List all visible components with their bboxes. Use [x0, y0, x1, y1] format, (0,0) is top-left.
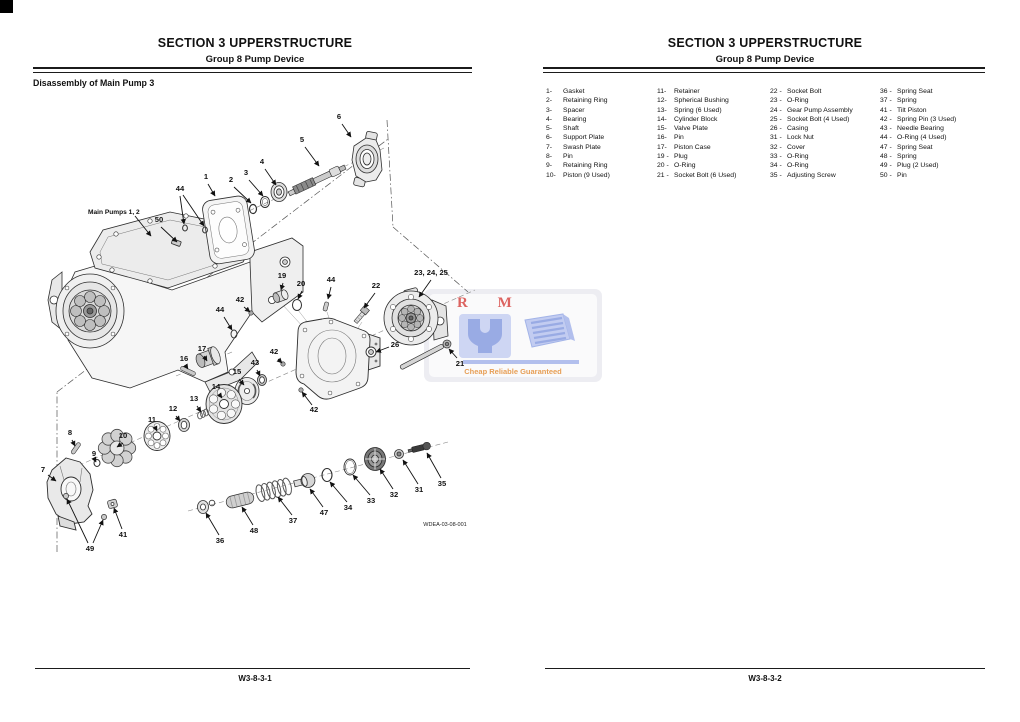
part-row: 5- Shaft [546, 125, 579, 133]
part-row: 10- Piston (9 Used) [546, 171, 610, 179]
part-tilt-piston-41 [107, 499, 118, 509]
part-row: 47 - Spring Seat [880, 143, 933, 151]
part-row: 15- Valve Plate [657, 125, 708, 133]
parts-column-3 [770, 87, 882, 180]
part-row: 11- Retainer [657, 88, 700, 95]
part-row: 42 - Spring Pin (3 Used) [880, 115, 957, 123]
callout-16: 16 [179, 354, 189, 363]
part-row: 21 - Socket Bolt (6 Used) [657, 171, 737, 179]
part-row: 6- Support Plate [546, 134, 605, 142]
callout-43: 43 [250, 358, 260, 367]
part-row: 34 - O-Ring [770, 162, 809, 170]
part-gear-pump-assembly [384, 287, 448, 345]
callout-6: 6 [336, 112, 342, 121]
part-lock-nut-31 [395, 450, 404, 459]
callout-33: 33 [366, 496, 376, 505]
callout-21: 21 [455, 359, 465, 368]
part-row: 33 - O-Ring [770, 153, 809, 161]
part-retainer-11 [144, 422, 170, 451]
part-row: 4- Bearing [546, 115, 587, 123]
watermark-letters: R M [457, 295, 525, 311]
part-cover-32 [365, 448, 386, 471]
part-pin-8 [71, 442, 82, 455]
part-row: 44 - O-Ring (4 Used) [880, 134, 947, 142]
part-row: 37 - Spring [880, 97, 917, 105]
callout-36: 36 [215, 536, 225, 545]
header-rule [543, 67, 985, 73]
callout-8: 8 [67, 428, 73, 437]
callout-41: 41 [118, 530, 128, 539]
callout-13: 13 [189, 394, 199, 403]
group-title: Group 8 Pump Device [715, 54, 815, 65]
part-row: 2- Retaining Ring [546, 97, 608, 105]
part-bearing-4 [271, 183, 287, 202]
callout-11: 11 [147, 415, 157, 424]
callout-23-24-25: 23, 24, 25 [414, 268, 448, 277]
callout-17: 17 [197, 344, 207, 353]
callout-47: 47 [319, 508, 329, 517]
part-row: 36 - Spring Seat [880, 88, 933, 95]
part-row: 26 - Casing [770, 125, 809, 133]
callout-42-a: 42 [235, 295, 245, 304]
part-row: 16- Pin [657, 134, 684, 142]
part-row: 25 - Socket Bolt (4 Used) [770, 115, 850, 123]
part-support-plate-6 [352, 131, 382, 187]
callout-19: 19 [277, 271, 287, 280]
part-row: 19 - Plug [657, 153, 688, 161]
page-code: W3-8-3-1 [238, 674, 272, 683]
part-row: 32 - Cover [770, 143, 806, 151]
part-row: 41 - Tilt Piston [880, 106, 927, 114]
part-spring-seat-47 [293, 472, 317, 491]
callout-2: 2 [228, 175, 234, 184]
callout-49: 49 [85, 544, 95, 553]
callout-44-c: 44 [215, 305, 225, 314]
part-main-pump-body [48, 212, 306, 392]
callout-15: 15 [232, 367, 242, 376]
part-row: 35 - Adjusting Screw [770, 171, 836, 179]
callout-12: 12 [168, 404, 178, 413]
callout-22: 22 [371, 281, 381, 290]
section-title: SECTION 3 UPPERSTRUCTURE [667, 36, 863, 50]
part-spring-seat-36 [198, 500, 215, 513]
part-socket-bolt-22 [353, 306, 370, 324]
callout-20: 20 [296, 279, 306, 288]
part-row: 31 - Lock Nut [770, 134, 814, 142]
callout-4: 4 [259, 157, 265, 166]
footer-rule [545, 668, 985, 669]
part-row: 43 - Needle Bearing [880, 125, 944, 133]
page-code: W3-8-3-2 [748, 674, 782, 683]
page-heading: Disassembly of Main Pump 3 [33, 78, 155, 88]
callout-35: 35 [437, 479, 447, 488]
callout-3: 3 [243, 168, 249, 177]
part-row: 14- Cylinder Block [657, 115, 718, 123]
callout-32: 32 [389, 490, 399, 499]
watermark-tagline: Cheap Reliable Guaranteed [464, 367, 562, 376]
parts-column-1 [546, 87, 658, 180]
callout-9: 9 [91, 449, 97, 458]
part-row: 23 - O-Ring [770, 97, 809, 105]
part-spherical-bushing-12 [179, 419, 190, 432]
part-row: 50 - Pin [880, 171, 907, 179]
part-swash-plate-7 [47, 458, 93, 530]
callout-14: 14 [211, 382, 221, 391]
figure-code: WDEA-03-08-001 [423, 522, 467, 528]
callout-26: 26 [390, 340, 400, 349]
part-needle-bearing-43 [258, 375, 267, 386]
parts-column-4 [880, 87, 992, 180]
part-shaft-5 [287, 163, 347, 196]
part-row: 1- Gasket [546, 88, 585, 95]
part-row: 9- Retaining Ring [546, 162, 608, 170]
part-row: 13- Spring (6 Used) [657, 106, 722, 114]
callout-50: 50 [154, 215, 164, 224]
part-adjusting-screw-35 [407, 441, 431, 454]
part-row: 7- Swash Plate [546, 143, 601, 151]
group-title: Group 8 Pump Device [205, 54, 305, 65]
callout-42-b: 42 [269, 347, 279, 356]
book-icon [517, 310, 577, 358]
part-gasket-1 [201, 195, 255, 265]
callout-1: 1 [203, 172, 209, 181]
callout-44-top: 44 [175, 184, 185, 193]
part-row: 49 - Plug (2 Used) [880, 162, 939, 170]
callout-7: 7 [40, 465, 46, 474]
part-spring-37 [254, 477, 293, 502]
part-oring-44-mid [323, 302, 329, 312]
part-row: 48 - Spring [880, 153, 917, 161]
callout-5: 5 [299, 135, 305, 144]
part-row: 3- Spacer [546, 106, 585, 114]
part-row: 20 - O-Ring [657, 162, 696, 170]
part-row: 24 - Gear Pump Assembly [770, 106, 853, 114]
callout-34: 34 [343, 503, 353, 512]
callout-42-c: 42 [309, 405, 319, 414]
callout-44-mid: 44 [326, 275, 336, 284]
callout-10: 10 [118, 431, 128, 440]
part-pistons-10 [98, 429, 135, 466]
part-oring-20 [293, 300, 302, 311]
callout-37: 37 [288, 516, 298, 525]
part-spring-48 [225, 491, 255, 509]
callout-31: 31 [414, 485, 424, 494]
callout-main-pumps: Main Pumps 1, 2 [88, 209, 140, 216]
part-row: 22 - Socket Bolt [770, 88, 822, 95]
part-casing-26 [296, 318, 380, 399]
part-row: 8- Pin [546, 153, 573, 161]
callout-48: 48 [249, 526, 259, 535]
section-title: SECTION 3 UPPERSTRUCTURE [157, 36, 353, 50]
part-row: 12- Spherical Bushing [657, 97, 729, 105]
parts-column-2 [657, 87, 769, 180]
part-row: 17- Piston Case [657, 143, 711, 151]
